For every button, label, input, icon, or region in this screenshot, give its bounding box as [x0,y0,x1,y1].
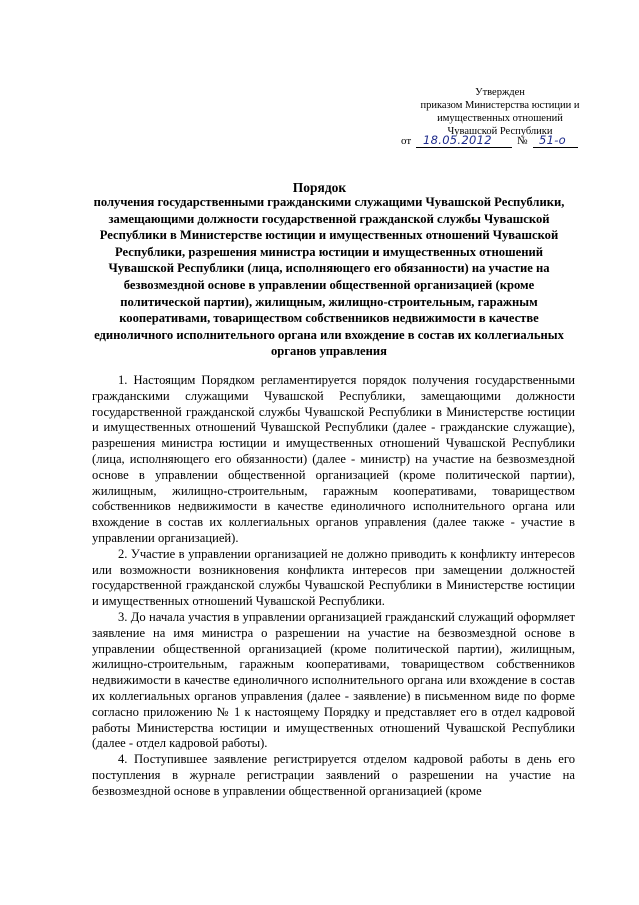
approval-line: Чувашской Республики [447,126,553,137]
paragraph: 1. Настоящим Порядком регламентируется порядок получения государственными гражданскими служащими Чувашской Республики, замещающими должности государственной гражданской службы Чувашской Республики в Министерстве юстиции и имущественных отношений Чувашской Республики (далее - гражданские служащие), разрешения министра юстиции и имущественных отношений Чувашской Республики (лица, исполняющего его обязанности) (далее - министр) на участие на безвозмездной основе в управлении общественной организацией (кроме политической партии), жилищным, жилищно-строительным, гаражным кооперативами, товариществом собственников недвижимости в качестве единоличного исполнительного органа или вхождение в состав их коллегиальных органов управления (далее также - участие в управлении организацией). [92,373,575,545]
handwritten-date: 18.05.2012 [423,133,492,147]
handwritten-number: 51-о [539,133,567,147]
paragraph: 3. До начала участия в управлении организацией гражданский служащий оформляет заявление на имя министра о разрешении на участие на безвозмездной основе в управлении общественной организацией (кроме политической партии), жилищным, жилищно-строительным, гаражным кооперативами, товариществом собственников недвижимости в качестве единоличного исполнительного органа или вхождение в состав их коллегиальных органов управления (далее - заявление) в письменном виде по форме согласно приложению № 1 к настоящему Порядку и представляет его в отдел кадровой работы Министерства юстиции и имущественных отношений Чувашской Республики (далее - отдел кадровой работы). [92,609,575,751]
document-body [92,373,575,800]
paragraph: 4. Поступившее заявление регистрируется отделом кадровой работы в день его поступления в журнале регистрации заявлений о разрешении на участие на безвозмездной основе в управлении общественной организацией (кроме [92,752,575,798]
approval-stamp [400,86,600,138]
date-prefix: от [401,135,412,147]
approval-line: приказом Министерства юстиции и [420,100,580,111]
number-underline [533,147,578,148]
approval-date-number [401,133,591,150]
approval-line: имущественных отношений [437,113,563,124]
approval-line: Утвержден [475,87,525,98]
number-prefix: № [517,135,528,147]
paragraph: 2. Участие в управлении организацией не должно приводить к конфликту интересов или возможности возникновения конфликта интересов при замещении должностей государственной гражданской службы Чувашской Республики в Министерстве юстиции и имущественных отношений Чувашской Республики. [92,546,575,609]
document-subtitle: получения государственными гражданскими служащими Чувашской Республики, замещающими должности государственной гражданской службы Чувашской Республики в Министерстве юстиции и имущественных отношений Чувашской Республики, разрешения министра юстиции и имущественных отношений Чувашской Республики (лица, исполняющего его обязанности) на участие на безвозмездной основе в управлении общественной организацией (кроме политической партии), жилищным, жилищно-строительным, гаражным кооперативами, товариществом собственников недвижимости в качестве единоличного исполнительного органа или вхождение в состав их коллегиальных органов управления [93,195,565,359]
document-title: Порядок [292,180,347,195]
date-underline [416,147,512,148]
